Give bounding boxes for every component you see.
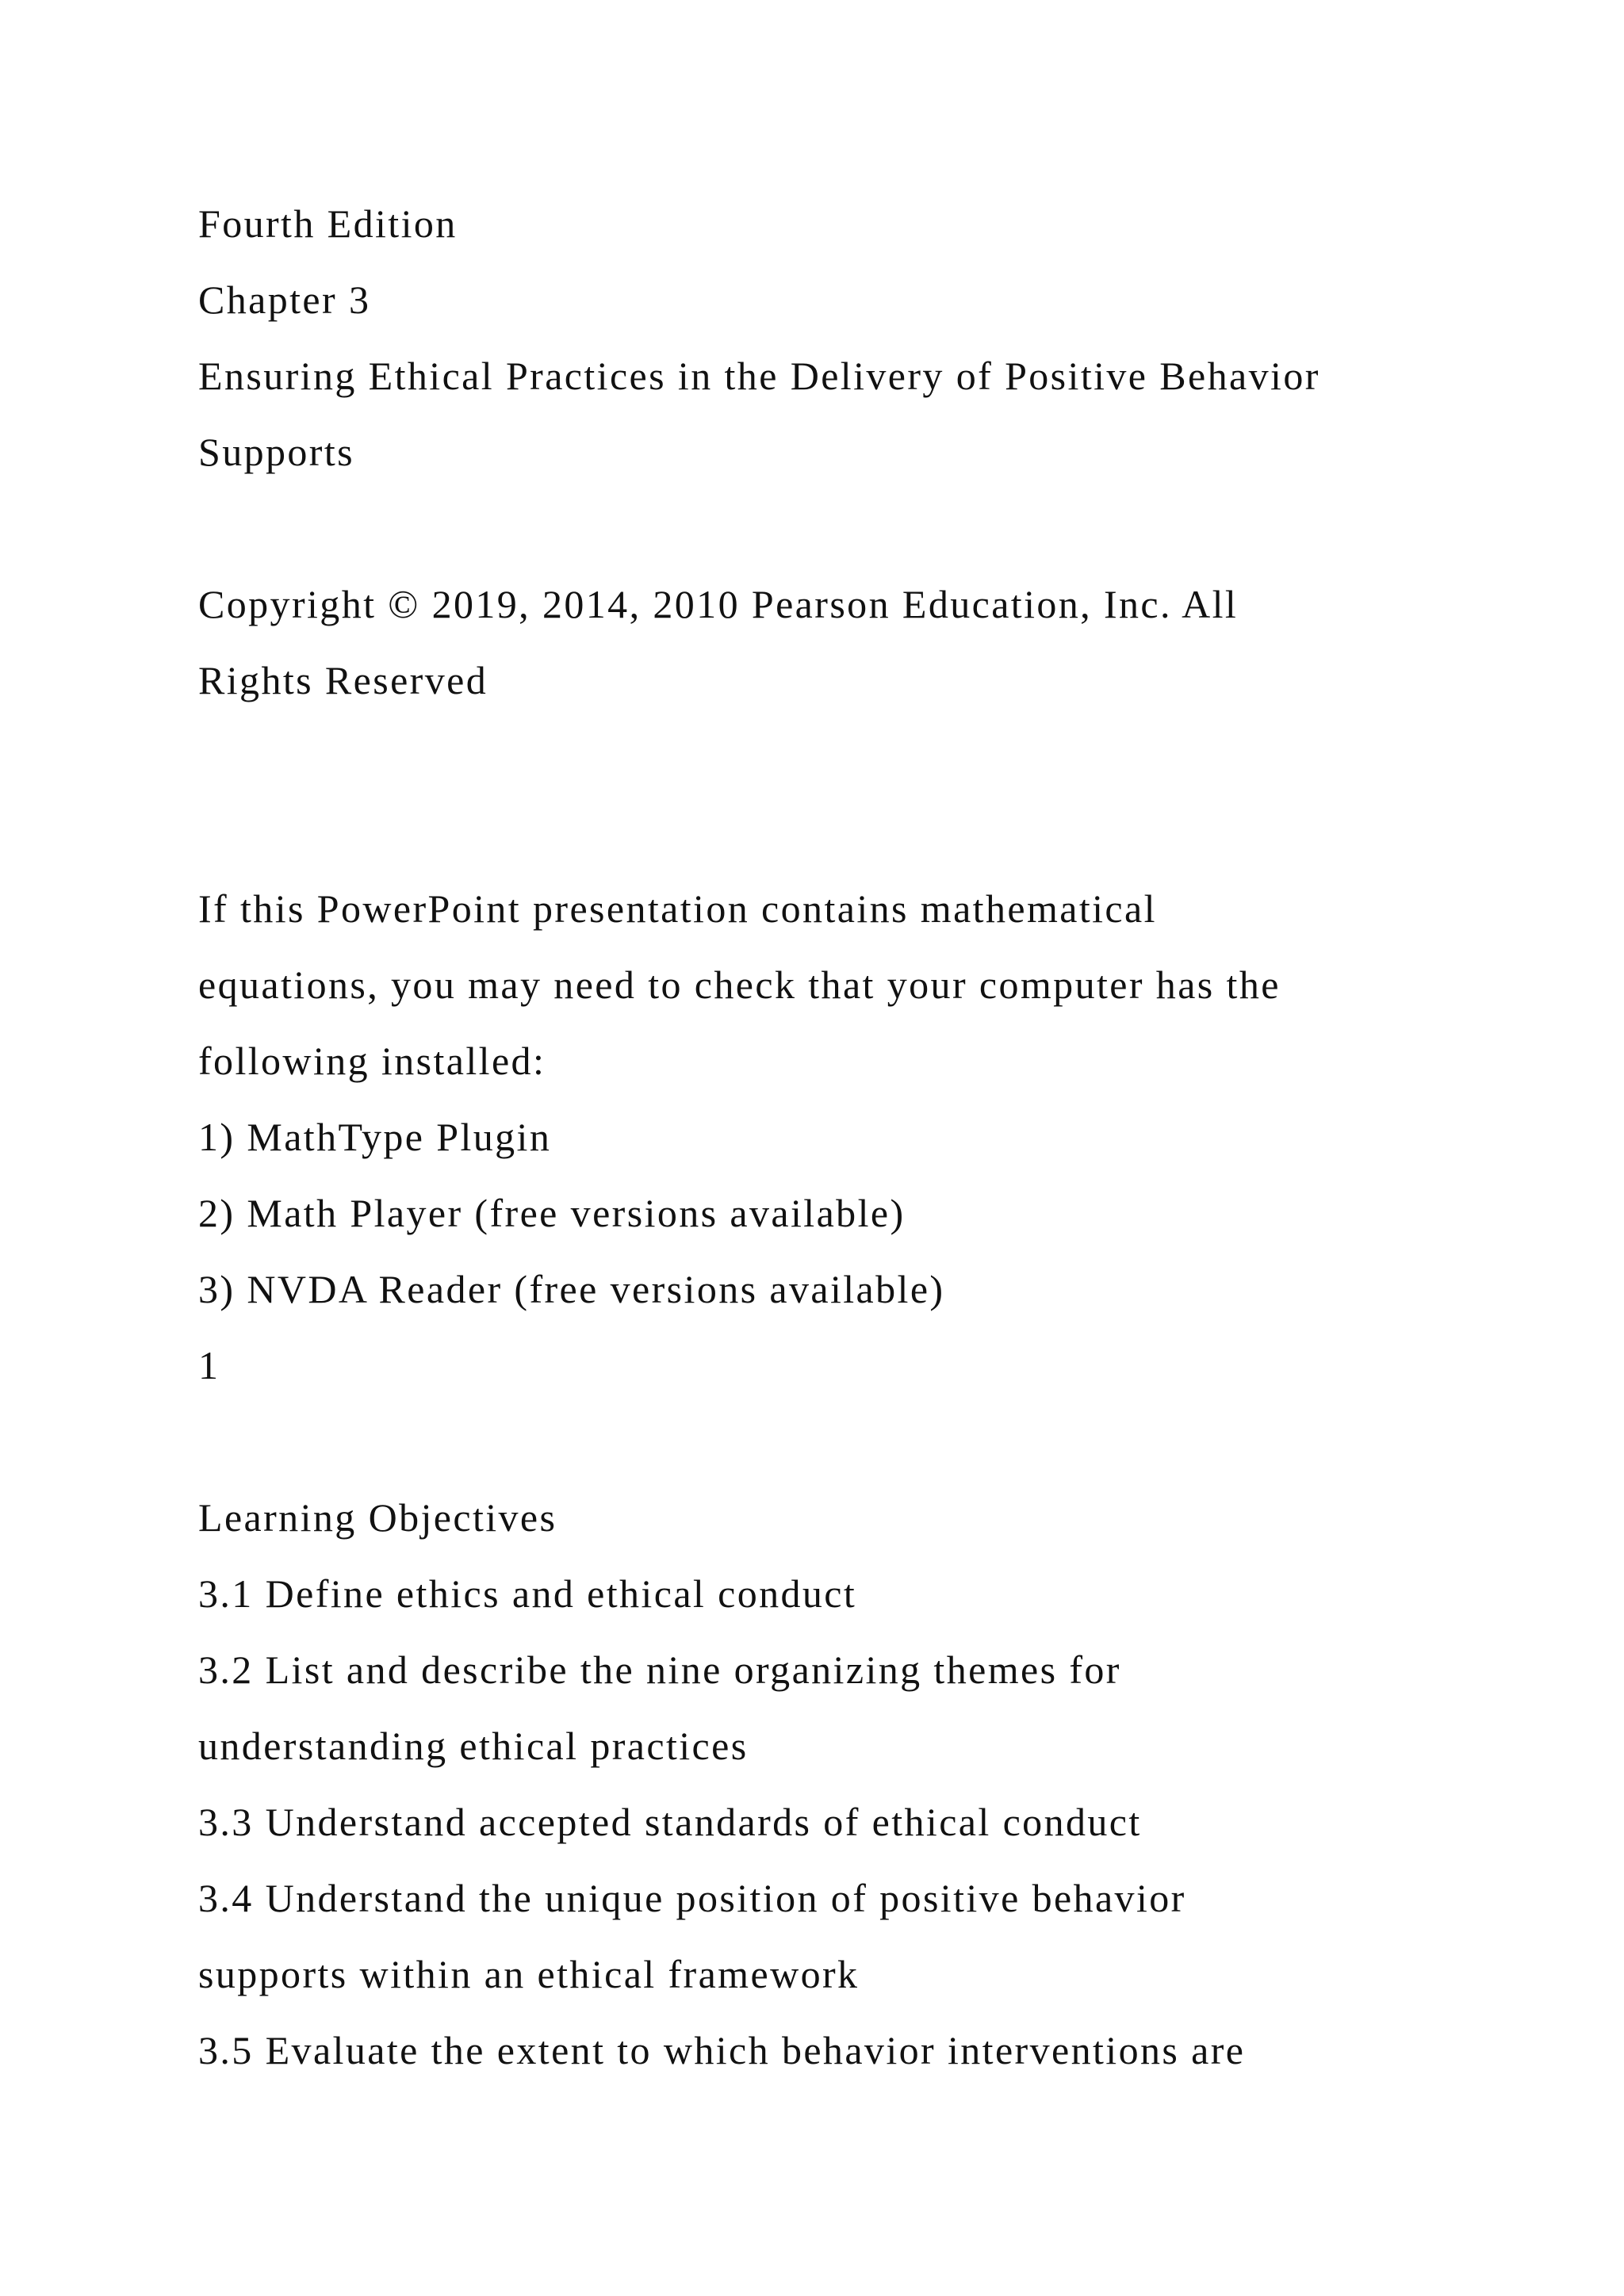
spacer — [198, 1403, 1530, 1479]
document-page — [198, 186, 1530, 2088]
chapter-title-line-2: Supports — [198, 430, 355, 474]
notice-list-item: 2) Math Player (free versions available) — [198, 1191, 906, 1235]
objective-line: 3.3 Understand accepted standards of ethical conduct — [198, 1800, 1142, 1844]
page-number: 1 — [198, 1343, 220, 1387]
chapter-title-line-1: Ensuring Ethical Practices in the Delivery of Positive Behavior — [198, 354, 1320, 398]
objective-line: 3.2 List and describe the nine organizing themes for — [198, 1647, 1121, 1692]
notice-line-2: equations, you may need to check that your computer has the — [198, 962, 1281, 1007]
spacer — [198, 794, 1530, 871]
objective-line: 3.5 Evaluate the extent to which behavior interventions are — [198, 2028, 1246, 2072]
objective-line: 3.4 Understand the unique position of positive behavior — [198, 1876, 1186, 1920]
copyright-line-2: Rights Reserved — [198, 658, 488, 702]
notice-line-3: following installed: — [198, 1039, 546, 1083]
notice-list-item: 3) NVDA Reader (free versions available) — [198, 1267, 945, 1311]
notice-line-1: If this PowerPoint presentation contains mathematical — [198, 886, 1157, 931]
copyright-line-1: Copyright © 2019, 2014, 2010 Pearson Education, Inc. All — [198, 582, 1239, 626]
objective-line: understanding ethical practices — [198, 1724, 749, 1768]
edition-text: Fourth Edition — [198, 201, 458, 246]
spacer — [198, 490, 1530, 566]
notice-list-item: 1) MathType Plugin — [198, 1115, 552, 1159]
objective-line: supports within an ethical framework — [198, 1952, 860, 1996]
objective-line: 3.1 Define ethics and ethical conduct — [198, 1571, 857, 1616]
chapter-text: Chapter 3 — [198, 277, 371, 322]
objectives-heading: Learning Objectives — [198, 1495, 557, 1540]
spacer — [198, 718, 1530, 794]
